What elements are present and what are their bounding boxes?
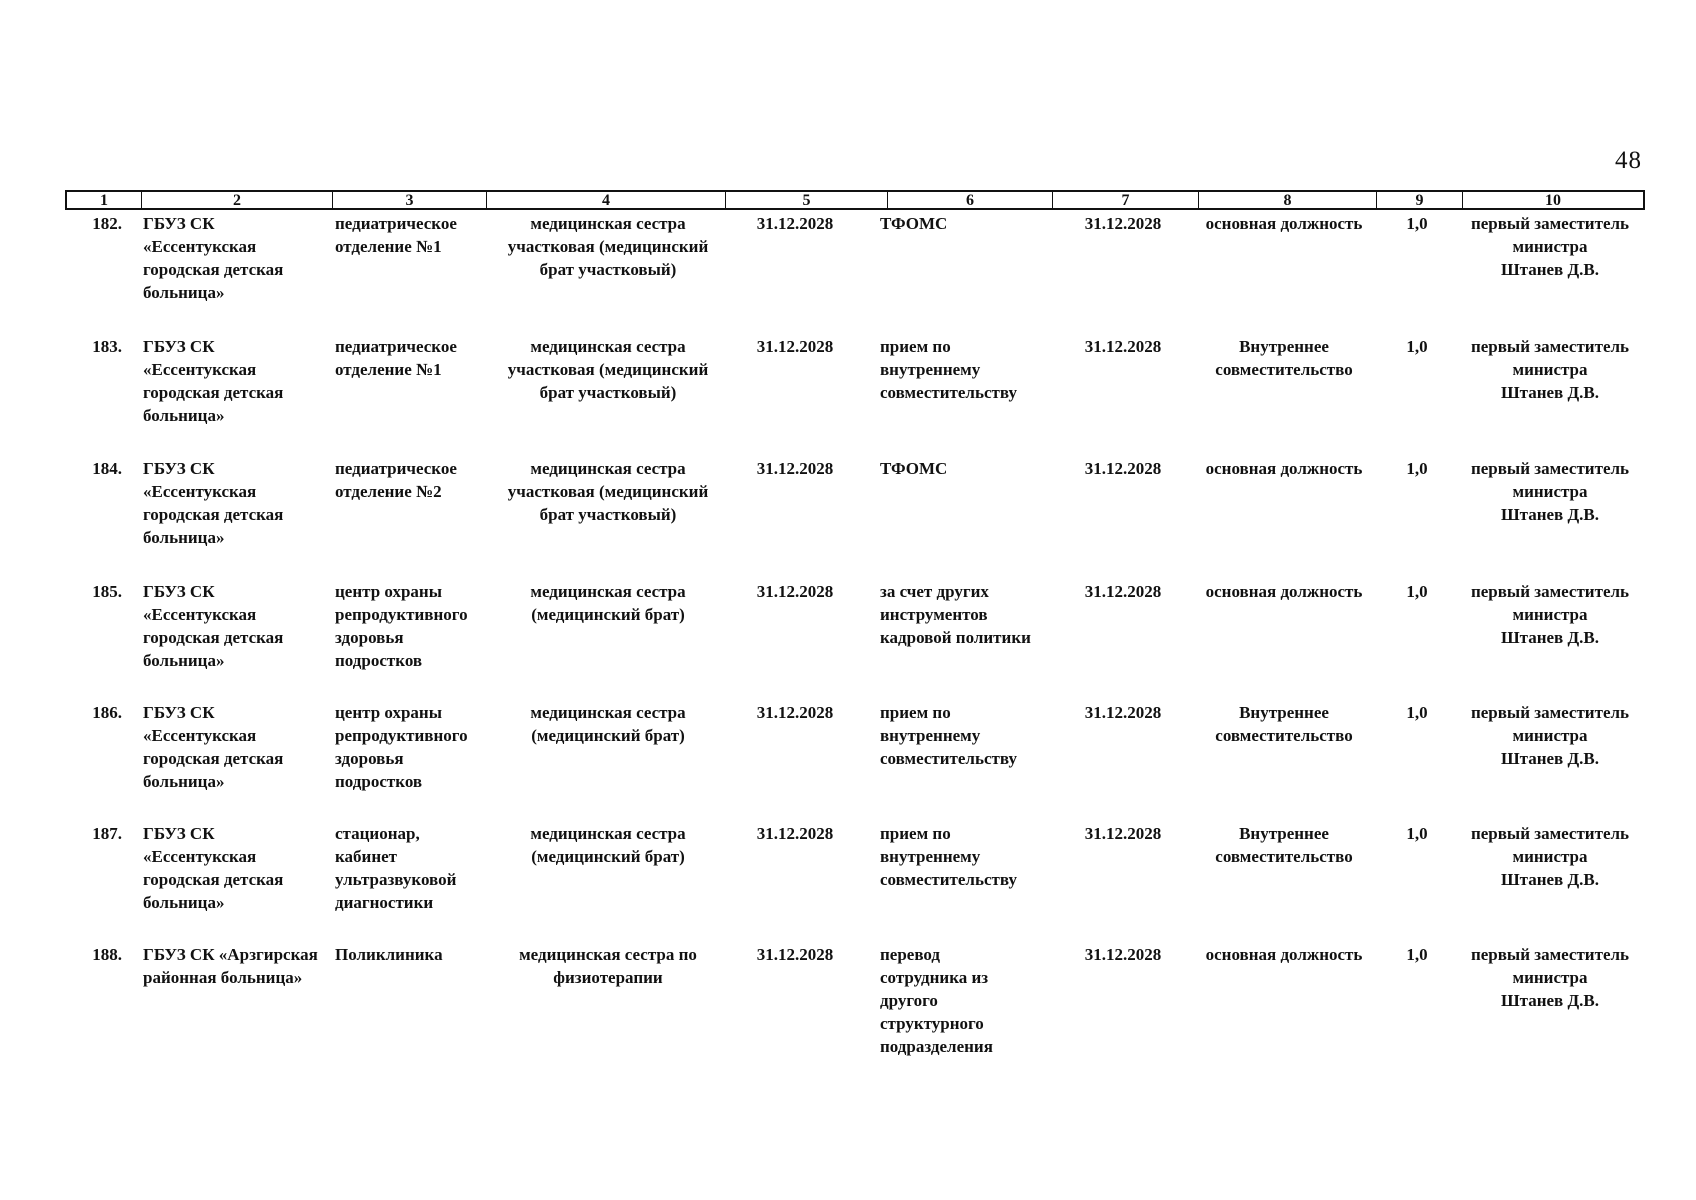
position-cell: медицинская сестра (медицинский брат) — [530, 582, 686, 624]
row-number: 187. — [92, 824, 122, 843]
employment-type-cell: основная должность — [1205, 582, 1363, 601]
rate-cell: 1,0 — [1406, 945, 1428, 964]
responsible-cell: первый заместитель министра Штанев Д.В. — [1470, 459, 1630, 524]
organization-cell: ГБУЗ СК «Ессентукская городская детская больница» — [143, 337, 284, 425]
header-cell-4: 4 — [486, 192, 725, 210]
row-number: 184. — [92, 459, 122, 478]
rate-cell: 1,0 — [1406, 582, 1428, 601]
rate-cell: 1,0 — [1406, 459, 1428, 478]
table-row — [0, 335, 1696, 455]
row-number: 183. — [92, 337, 122, 356]
responsible-cell: первый заместитель министра Штанев Д.В. — [1470, 582, 1630, 647]
deadline-cell: 31.12.2028 — [1084, 703, 1162, 722]
rate-cell: 1,0 — [1406, 214, 1428, 233]
table-row — [0, 457, 1696, 577]
organization-cell: ГБУЗ СК «Ессентукская городская детская больница» — [143, 582, 284, 670]
department-cell: Поликлиника — [335, 945, 443, 964]
rate-cell: 1,0 — [1406, 703, 1428, 722]
table-row — [0, 943, 1696, 1063]
header-cell-9: 9 — [1376, 192, 1462, 210]
header-cell-2: 2 — [141, 192, 332, 210]
employment-type-cell: Внутреннее совместительство — [1215, 703, 1353, 745]
position-cell: медицинская сестра (медицинский брат) — [530, 703, 686, 745]
table-row — [0, 822, 1696, 942]
header-cell-8: 8 — [1198, 192, 1376, 210]
header-cell-3: 3 — [332, 192, 486, 210]
header-cell-10: 10 — [1462, 192, 1643, 210]
deadline-cell: 31.12.2028 — [1084, 337, 1162, 356]
date-cell: 31.12.2028 — [756, 945, 834, 964]
employment-type-cell: основная должность — [1205, 459, 1363, 478]
position-cell: медицинская сестра по физиотерапии — [519, 945, 697, 987]
date-cell: 31.12.2028 — [756, 214, 834, 233]
deadline-cell: 31.12.2028 — [1084, 459, 1162, 478]
source-cell: прием по внутреннему совместительству — [880, 824, 1017, 889]
date-cell: 31.12.2028 — [756, 337, 834, 356]
header-cell-5: 5 — [725, 192, 887, 210]
row-number: 186. — [92, 703, 122, 722]
header-cell-7: 7 — [1052, 192, 1198, 210]
employment-type-cell: основная должность — [1205, 214, 1363, 233]
department-cell: педиатрическое отделение №2 — [335, 459, 457, 501]
employment-type-cell: основная должность — [1205, 945, 1363, 964]
organization-cell: ГБУЗ СК «Ессентукская городская детская больница» — [143, 459, 284, 547]
date-cell: 31.12.2028 — [756, 582, 834, 601]
deadline-cell: 31.12.2028 — [1084, 824, 1162, 843]
responsible-cell: первый заместитель министра Штанев Д.В. — [1470, 703, 1630, 768]
source-cell: ТФОМС — [880, 459, 948, 478]
page-number: 48 — [1615, 147, 1642, 174]
position-cell: медицинская сестра участковая (медицинский брат участковый) — [507, 459, 709, 524]
date-cell: 31.12.2028 — [756, 459, 834, 478]
responsible-cell: первый заместитель министра Штанев Д.В. — [1470, 214, 1630, 279]
source-cell: перевод сотрудника из другого структурного подразделения — [880, 945, 993, 1056]
position-cell: медицинская сестра участковая (медицинский брат участковый) — [507, 337, 709, 402]
source-cell: прием по внутреннему совместительству — [880, 703, 1017, 768]
deadline-cell: 31.12.2028 — [1084, 582, 1162, 601]
date-cell: 31.12.2028 — [756, 824, 834, 843]
table-row — [0, 580, 1696, 700]
source-cell: ТФОМС — [880, 214, 948, 233]
organization-cell: ГБУЗ СК «Арзгирская районная больница» — [143, 945, 318, 987]
responsible-cell: первый заместитель министра Штанев Д.В. — [1470, 337, 1630, 402]
rate-cell: 1,0 — [1406, 824, 1428, 843]
department-cell: педиатрическое отделение №1 — [335, 214, 457, 256]
responsible-cell: первый заместитель министра Штанев Д.В. — [1470, 945, 1630, 1010]
source-cell: за счет других инструментов кадровой политики — [880, 582, 1031, 647]
organization-cell: ГБУЗ СК «Ессентукская городская детская больница» — [143, 703, 284, 791]
employment-type-cell: Внутреннее совместительство — [1215, 337, 1353, 379]
header-cell-6: 6 — [887, 192, 1052, 210]
organization-cell: ГБУЗ СК «Ессентукская городская детская больница» — [143, 214, 284, 302]
row-number: 188. — [92, 945, 122, 964]
table-row — [0, 701, 1696, 821]
deadline-cell: 31.12.2028 — [1084, 945, 1162, 964]
employment-type-cell: Внутреннее совместительство — [1215, 824, 1353, 866]
rate-cell: 1,0 — [1406, 337, 1428, 356]
department-cell: центр охраны репродуктивного здоровья подростков — [335, 582, 468, 670]
position-cell: медицинская сестра участковая (медицинский брат участковый) — [507, 214, 709, 279]
department-cell: стационар, кабинет ультразвуковой диагностики — [335, 824, 457, 912]
row-number: 182. — [92, 214, 122, 233]
department-cell: центр охраны репродуктивного здоровья подростков — [335, 703, 468, 791]
responsible-cell: первый заместитель министра Штанев Д.В. — [1470, 824, 1630, 889]
table-header — [65, 190, 1645, 210]
source-cell: прием по внутреннему совместительству — [880, 337, 1017, 402]
position-cell: медицинская сестра (медицинский брат) — [530, 824, 686, 866]
deadline-cell: 31.12.2028 — [1084, 214, 1162, 233]
organization-cell: ГБУЗ СК «Ессентукская городская детская больница» — [143, 824, 284, 912]
header-cell-1: 1 — [100, 192, 108, 209]
date-cell: 31.12.2028 — [756, 703, 834, 722]
row-number: 185. — [92, 582, 122, 601]
department-cell: педиатрическое отделение №1 — [335, 337, 457, 379]
table-row — [0, 212, 1696, 332]
